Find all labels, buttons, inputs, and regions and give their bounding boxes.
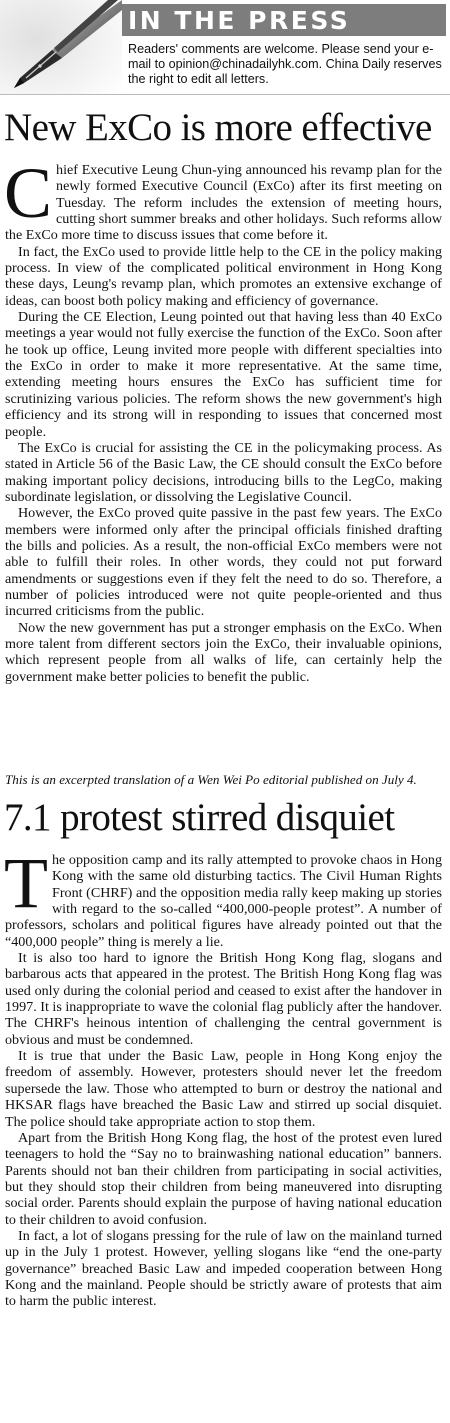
article-2-body <box>4 843 442 1310</box>
article-1-paragraph: The ExCo is crucial for assisting the CE in the policymaking process. As stated in Article 56 of the Basic Law, the CE should consult the ExCo before making important policy decisions, introducing bills to the LegCo, making subordinate legislation, or dissolving the Legislative Council. <box>5 439 442 505</box>
article-1-paragraph: During the CE Election, Leung pointed out that having less than 40 ExCo meetings a year would not fully exercise the function of the ExCo. Soon after he took up office, Leung invited more people with different specialties into the ExCo in order to make it more representative. At the same time, extending meeting hours ensures the ExCo has sufficient time for scrutinizing various policies. The reform shows the new government's high efficiency and its strong will in responding to issues that concerned most people. <box>5 309 442 440</box>
article-2-paragraph: In fact, a lot of slogans pressing for the rule of law on the mainland turned up in the July 1 protest. However, yelling slogans like “end the one-party governance” breached Basic Law and impeded cooperation between Hong Kong and the mainland. People should be strictly aware of protests that aim to harm the public interest. <box>5 1227 442 1310</box>
article-2-paragraph: It is also too hard to ignore the British Hong Kong flag, slogans and barbarous acts that appeared in the protest. The British Hong Kong flag was used only during the colonial period and ceased to exist after the handover in 1997. It is inappropriate to wave the colonial flag publicly after the handover. The CHRF's heinous intention of challenging the central government is obvious and must be condemned. <box>5 950 442 1048</box>
article-1-credit: This is an excerpted translation of a Wen Wei Po editorial published on July 4. <box>5 772 417 787</box>
article-1-headline: New ExCo is more effective <box>4 106 432 149</box>
section-title: IN THE PRESS <box>128 6 351 35</box>
reader-comment-note: Readers' comments are welcome. Please send your e-mail to opinion@chinadailyhk.com. China Daily reserves the right to edit all letters. <box>128 42 442 86</box>
article-1-paragraph: Now the new government has put a stronger emphasis on the ExCo. When more talent from different sectors join the ExCo, their invaluable opinions, which represent people from all walks of life, can certainly help the government make better policies to benefit the public. <box>5 619 442 685</box>
article-1-body <box>4 153 442 685</box>
article-1-dropcap: C <box>4 153 53 233</box>
article-2-paragraph: It is true that under the Basic Law, people in Hong Kong enjoy the freedom of assembly. However, protesters should never let the freedom supersede the law. Those who attempted to burn or destroy the national and HKSAR flags have breached the Basic Law and stirred up social disquiet. The police should take appropriate action to stop them. <box>5 1048 442 1130</box>
article-2-paragraph: The opposition camp and its rally attempted to provoke chaos in Hong Kong with the same old disturbing tactics. The Civil Human Rights Front (CHRF) and the opposition media rally keep making up stories with regard to the so-called “400,000-people protest”. A number of professors, scholars and political figures have already pointed out that the “400,000 people” thing is merely a lie. <box>4 843 442 950</box>
header-divider <box>0 94 450 95</box>
section-title-bar <box>122 4 446 36</box>
article-1-paragraph: In fact, the ExCo used to provide little help to the CE in the policy making process. In view of the complicated political environment in Hong Kong these days, Leung's revamp plan, which promotes an extensive exchange of ideas, can boost both policy making and efficiency of governance. <box>5 243 442 309</box>
article-1-paragraph: However, the ExCo proved quite passive in the past few years. The ExCo members were informed only after the principal officials finished drafting the bills and policies. As a result, the non-official ExCo members were not able to fulfill their roles. In other words, they could not put forward amendments or suggestions even if they felt the need to do so. Therefore, a number of policies introduced were not quite people-oriented and thus incurred criticisms from the public. <box>5 505 442 620</box>
article-2-paragraph: Apart from the British Hong Kong flag, the host of the protest even lured teenagers to hold the “Say no to brainwashing national education” banners. Parents should not ban their children from participating in social activities, but they should stop their children from being maneuvered into disrupting social order. Parents should explain the purpose of having national education to their children to avoid confusion. <box>5 1129 442 1228</box>
article-2-dropcap: T <box>4 843 48 923</box>
press-header <box>0 0 450 95</box>
article-1-paragraph: Chief Executive Leung Chun-ying announced his revamp plan for the newly formed Executive Council (ExCo) after its first meeting on Tuesday. The reform includes the extension of meeting hours, cutting short summer breaks and other holidays. Such reforms allow the ExCo more time to discuss issues that come before it. <box>4 153 442 244</box>
fountain-pen-icon <box>0 0 122 95</box>
article-2-headline: 7.1 protest stirred disquiet <box>4 796 395 839</box>
